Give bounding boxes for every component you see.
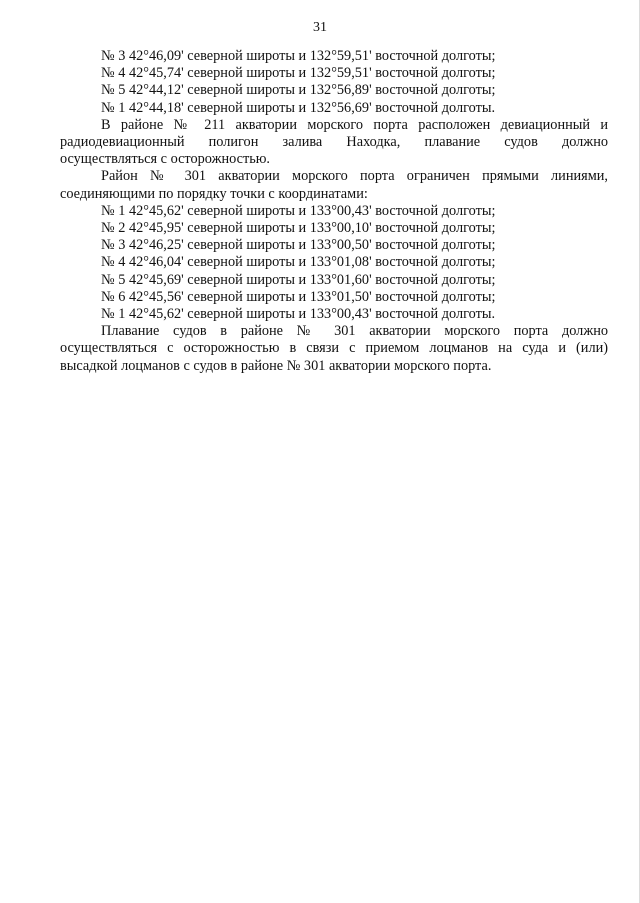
- paragraph-pilot-boarding: [60, 323, 608, 375]
- paragraph-area-301: [60, 168, 608, 202]
- paragraph-line: В районе № 211 акватории морского порта расположен девиационный и: [101, 116, 608, 133]
- coordinate-item: № 5 42°44,12' северной широты и 132°56,89' восточной долготы;: [101, 82, 496, 99]
- coordinate-item: № 2 42°45,95' северной широты и 133°00,10' восточной долготы;: [101, 220, 496, 237]
- paragraph-line: осуществляться с осторожностью в связи с приемом лоцманов на суда и (или): [60, 340, 608, 357]
- coordinate-item: № 3 42°46,09' северной широты и 132°59,51' восточной долготы;: [101, 48, 496, 64]
- paragraph-line: высадкой лоцманов с судов в районе № 301 акватории морского порта.: [60, 357, 492, 374]
- paragraph-line: осуществляться с осторожностью.: [60, 151, 270, 168]
- coordinate-item: № 4 42°46,04' северной широты и 133°01,08' восточной долготы;: [101, 254, 496, 271]
- coordinate-item: № 1 42°44,18' северной широты и 132°56,69' восточной долготы.: [101, 99, 496, 116]
- paragraph-line: соединяющими по порядку точки с координатами:: [60, 185, 368, 202]
- coordinate-item: № 1 42°45,62' северной широты и 133°00,43' восточной долготы.: [101, 306, 496, 323]
- coordinate-item: № 6 42°45,56' северной широты и 133°01,50' восточной долготы;: [101, 288, 496, 305]
- page-number: 31: [313, 20, 327, 35]
- paragraph-line: радиодевиационный полигон залива Находка, плавание судов должно: [60, 134, 608, 151]
- coordinate-list-301: [60, 203, 608, 323]
- coordinate-list-211: [60, 48, 608, 117]
- coordinate-item: № 1 42°45,62' северной широты и 133°00,43' восточной долготы;: [101, 202, 496, 219]
- coordinate-item: № 3 42°46,25' северной широты и 133°00,50' восточной долготы;: [101, 237, 496, 254]
- paragraph-deviation-polygon: [60, 117, 608, 169]
- paragraph-line: Район № 301 акватории морского порта ограничен прямыми линиями,: [101, 168, 608, 185]
- coordinate-item: № 5 42°45,69' северной широты и 133°01,60' восточной долготы;: [101, 271, 496, 288]
- coordinate-item: № 4 42°45,74' северной широты и 132°59,51' восточной долготы;: [101, 65, 496, 82]
- document-body: [60, 48, 608, 375]
- paragraph-line: Плавание судов в районе № 301 акватории морского порта должно: [101, 323, 608, 340]
